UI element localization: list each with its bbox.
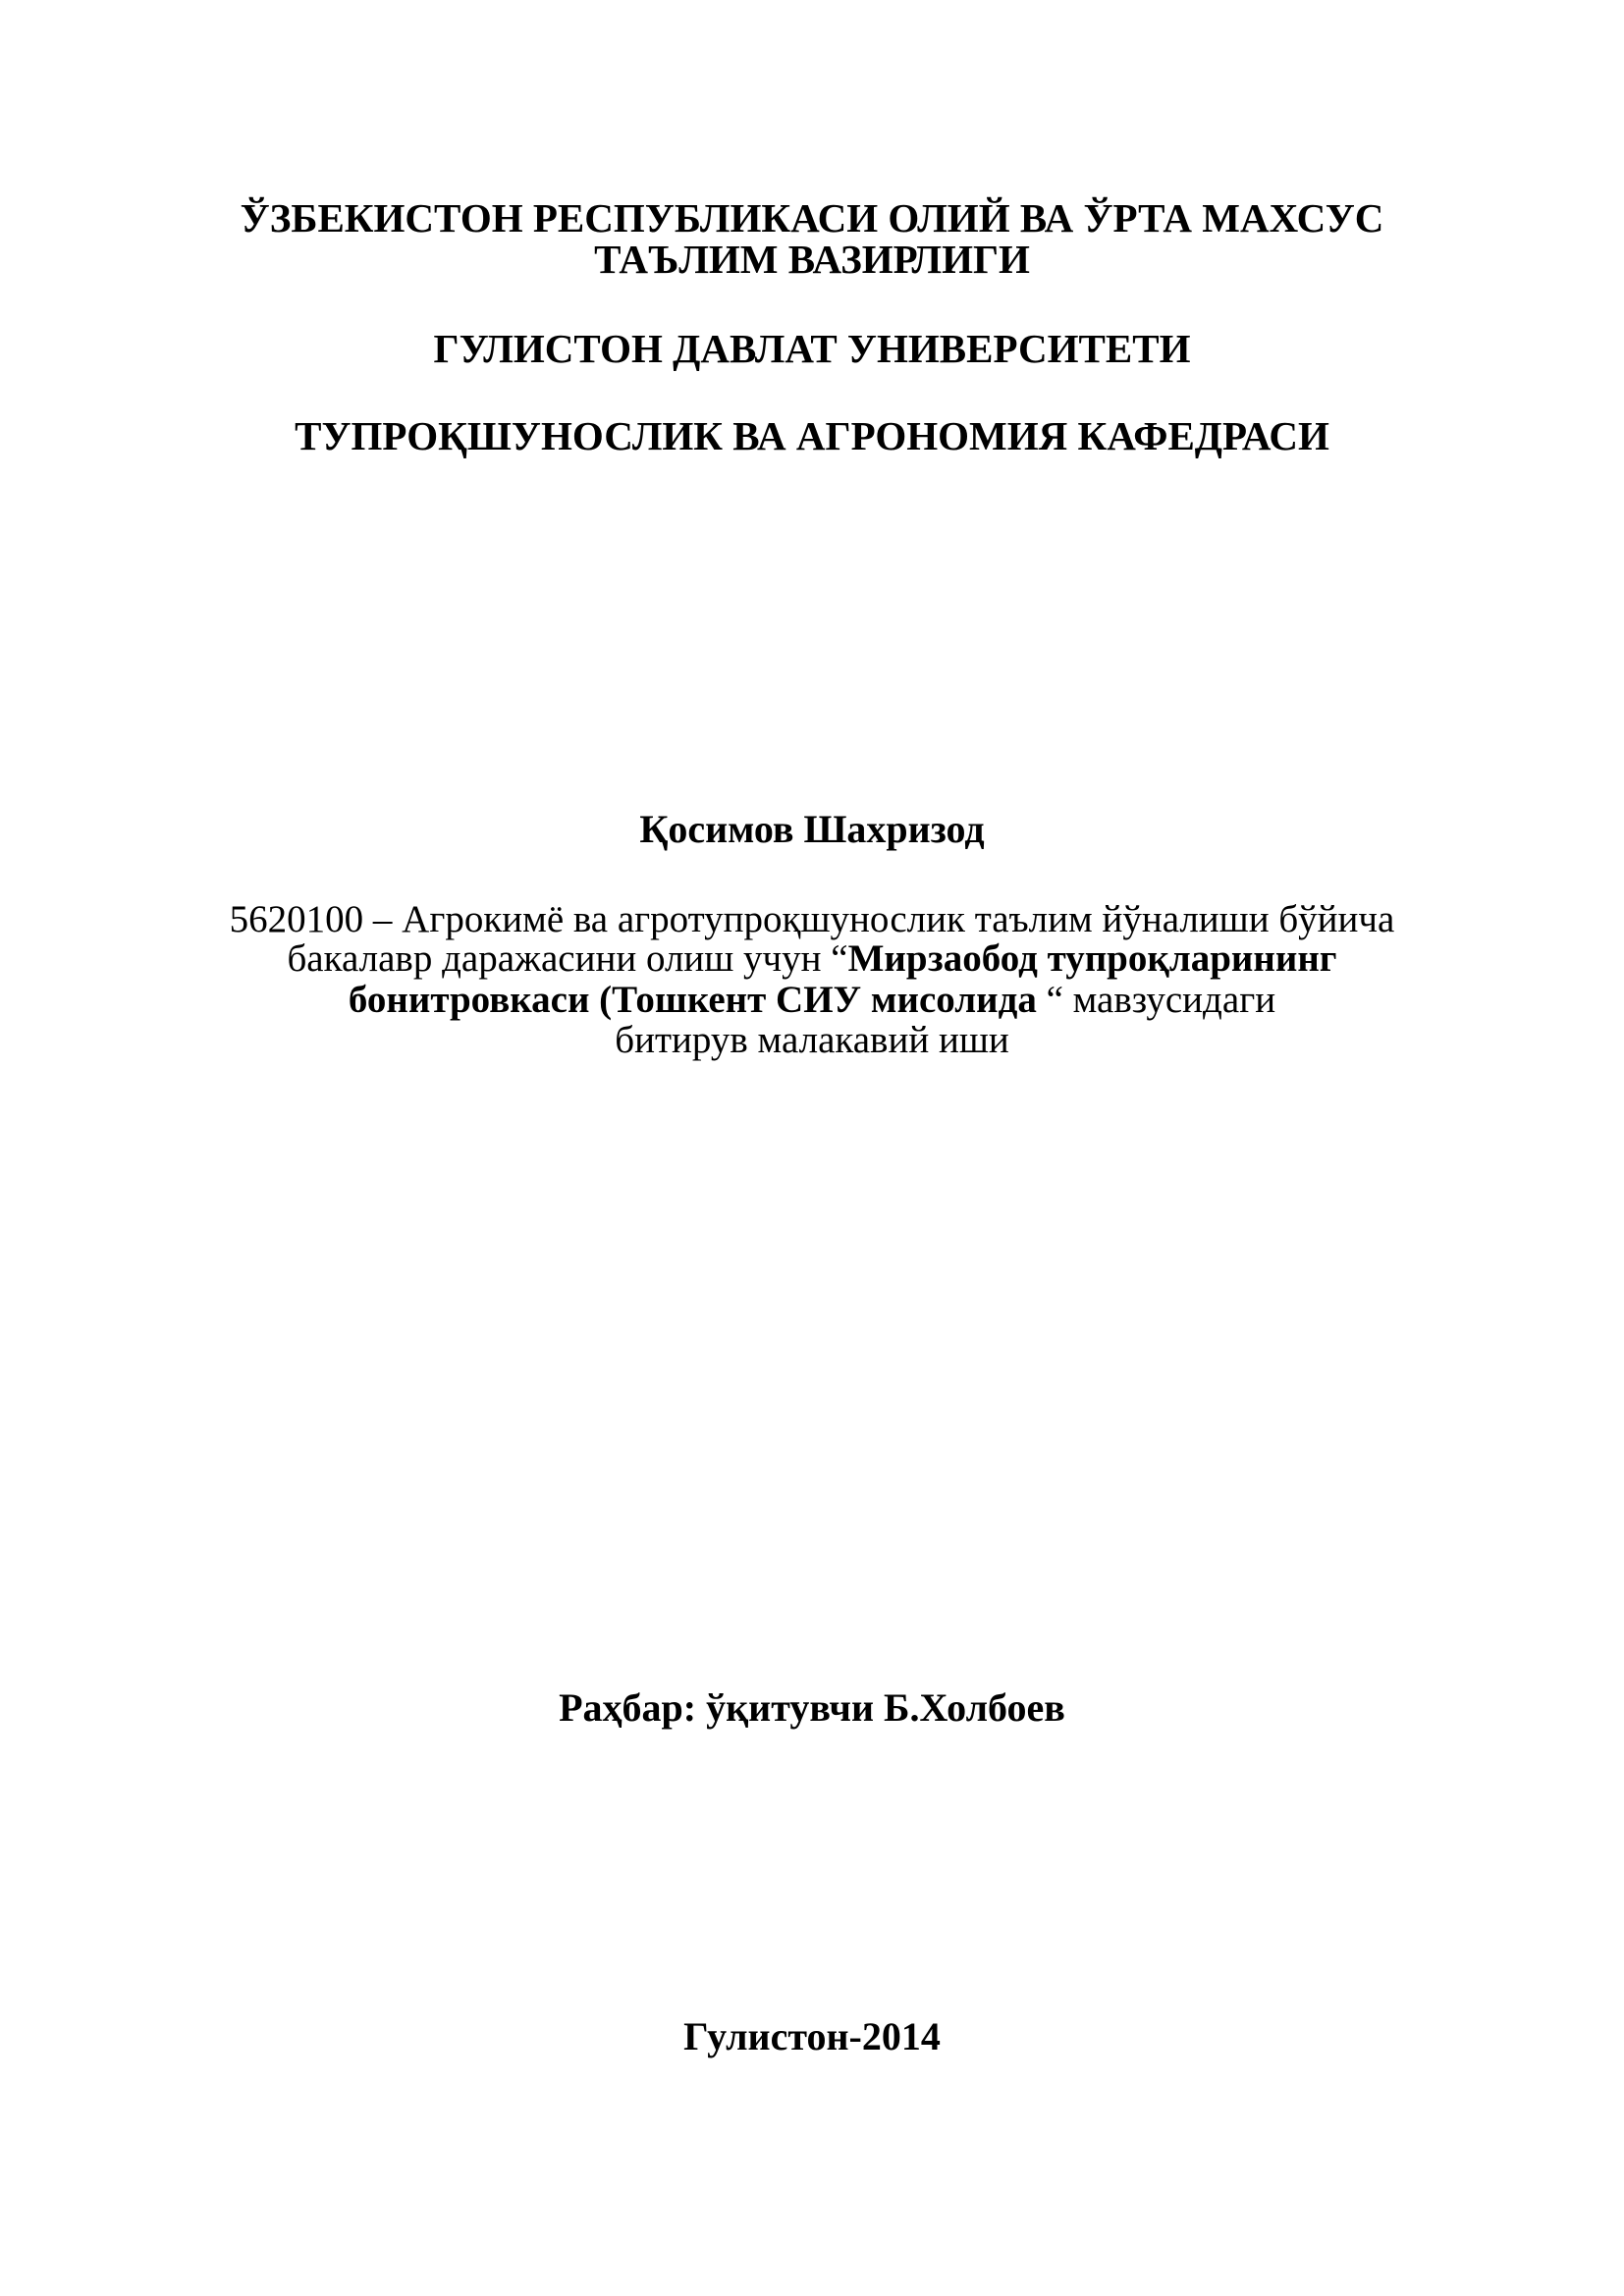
- department-name: ТУПРОҚШУНОСЛИК ВА АГРОНОМИЯ КАФЕДРАСИ: [295, 413, 1329, 458]
- thesis-title-part-2: бонитровкаси (Тошкент СИУ мисолида: [348, 979, 1047, 1021]
- ministry-line-2: ТАЪЛИМ ВАЗИРЛИГИ: [594, 237, 1030, 282]
- description-line-3: [0, 981, 1624, 1019]
- supervisor: Раҳбар: ўқитувчи Б.Холбоев: [559, 1685, 1065, 1730]
- place-year: Гулистон-2014: [683, 2014, 941, 2058]
- author-name: Қосимов Шахризод: [639, 807, 985, 851]
- thesis-title-part-1: Мирзаобод тупроқларининг: [847, 937, 1337, 980]
- ministry-line-1: ЎЗБЕКИСТОН РЕСПУБЛИКАСИ ОЛИЙ ВА ЎРТА МАХСУС: [240, 195, 1384, 240]
- university-name: ГУЛИСТОН ДАВЛАТ УНИВЕРСИТЕТИ: [433, 326, 1191, 371]
- description-line-4: битирув малакавий иши: [615, 1019, 1009, 1061]
- description-line-1: 5620100 – Агрокимё ва агротупроқшунослик таълим йўналиши бўйича: [229, 898, 1395, 940]
- description-line-3-suffix: “ мавзусидаги: [1046, 979, 1276, 1021]
- description-line-2: [0, 939, 1624, 978]
- description-line-2-prefix: бакалавр даражасини олиш учун “: [287, 937, 848, 980]
